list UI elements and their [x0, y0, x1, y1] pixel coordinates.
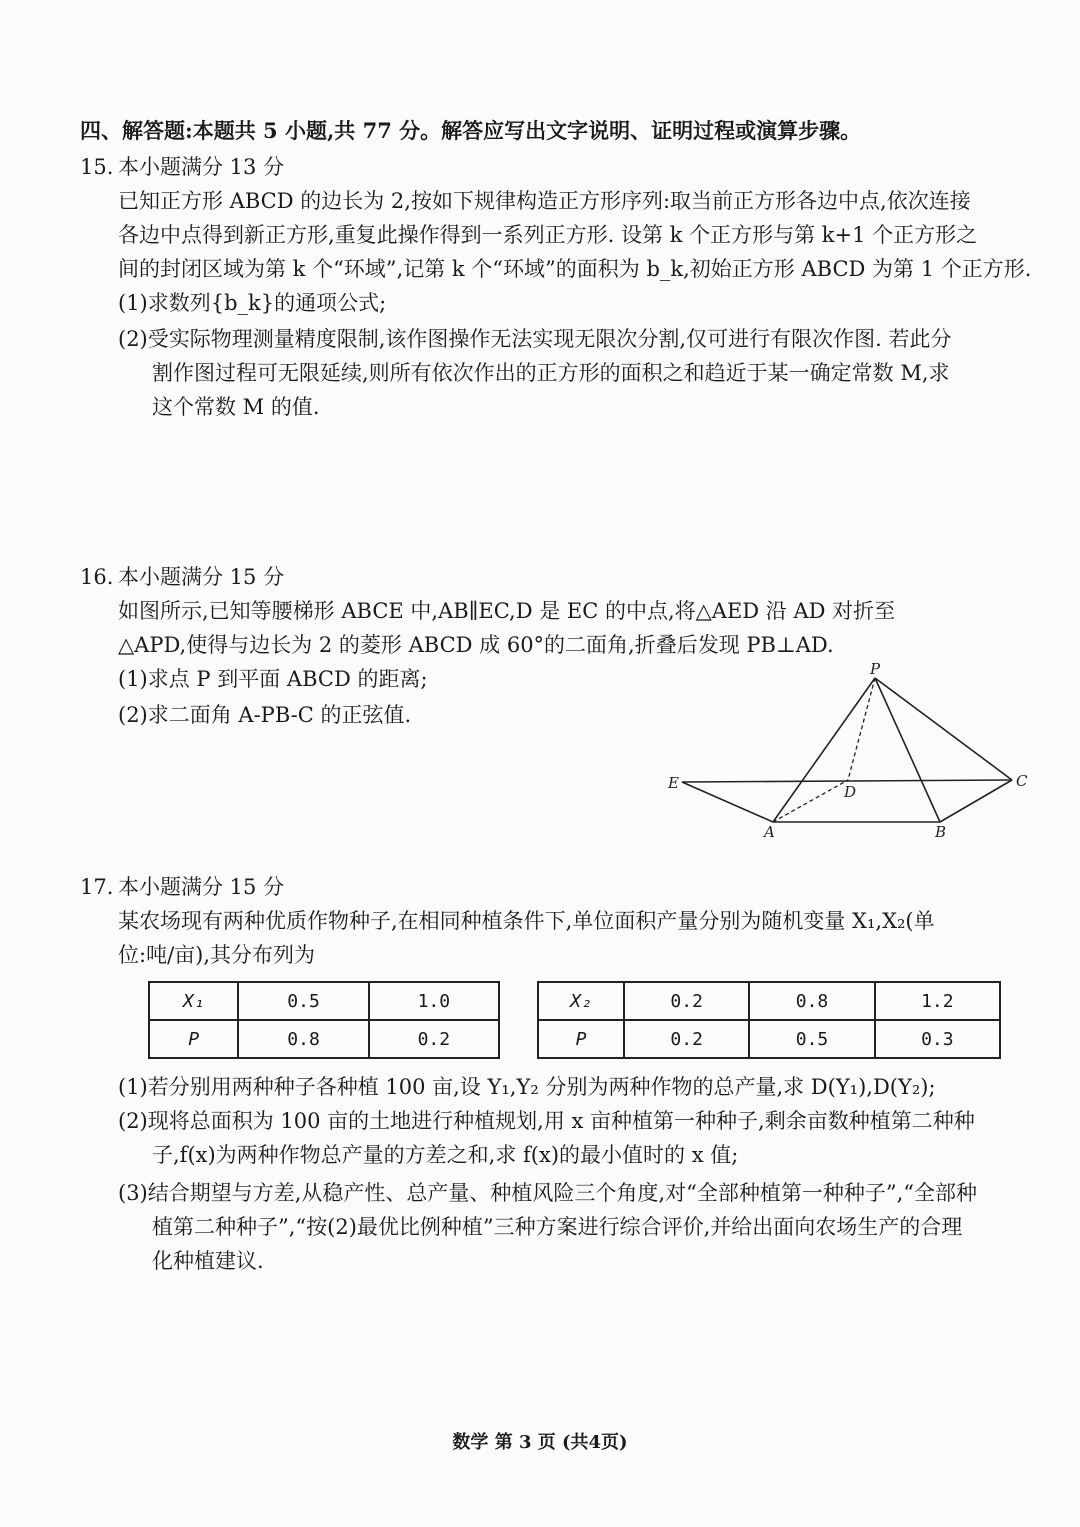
table-cell: 0.5 — [749, 1020, 874, 1058]
part-2: (2)求二面角 A-PB-C 的正弦值. — [118, 703, 412, 727]
page-footer: 数学 第 3 页 (共4页) — [452, 1432, 628, 1453]
question-text-line: △APD,使得与边长为 2 的菱形 ABCD 成 60°的二面角,折叠后发现 PB⊥AD. — [118, 633, 834, 657]
part-3-line: 化种植建议. — [152, 1249, 264, 1273]
edge-BC — [940, 780, 1012, 822]
edge-PA — [773, 678, 875, 822]
table-cell: 1.2 — [875, 982, 1000, 1020]
question-title: 本小题满分 15 分 — [118, 565, 285, 589]
edge-PC — [875, 678, 1012, 780]
question-title: 本小题满分 15 分 — [118, 875, 285, 899]
question-title: 本小题满分 13 分 — [118, 155, 285, 179]
part-2-line: 这个常数 M 的值. — [152, 395, 320, 419]
label-E: E — [668, 774, 679, 792]
label-A: A — [764, 823, 775, 841]
table-cell: 0.3 — [875, 1020, 1000, 1058]
question-text-line: 间的封闭区域为第 k 个“环域”,记第 k 个“环域”的面积为 b_k,初始正方形 ABCD 为第 1 个正方形. — [118, 257, 1032, 281]
table-cell: 0.2 — [369, 1020, 499, 1058]
question-number: 16. — [80, 565, 114, 589]
question-number: 15. — [80, 155, 114, 179]
question-text-line: 如图所示,已知等腰梯形 ABCE 中,AB∥EC,D 是 EC 的中点,将△AED 沿 AD 对折至 — [118, 599, 896, 623]
question-text-line: 位:吨/亩),其分布列为 — [118, 943, 316, 967]
distribution-table-x1 — [148, 981, 500, 1059]
part-2-line: (2)受实际物理测量精度限制,该作图操作无法实现无限次分割,仅可进行有限次作图. 若此分 — [118, 327, 952, 351]
table-cell: 0.2 — [624, 1020, 749, 1058]
section-header: 四、解答题:本题共 5 小题,共 77 分。解答应写出文字说明、证明过程或演算步骤。 — [80, 118, 862, 143]
question-text-line: 已知正方形 ABCD 的边长为 2,按如下规律构造正方形序列:取当前正方形各边中点,依次连接 — [118, 189, 971, 213]
table-cell: X₁ — [149, 982, 238, 1020]
table-row — [538, 982, 1000, 1020]
table-row — [149, 982, 499, 1020]
table-row — [149, 1020, 499, 1058]
edge-EA — [682, 782, 773, 822]
question-number: 17. — [80, 875, 114, 899]
part-1: (1)若分别用两种种子各种植 100 亩,设 Y₁,Y₂ 分别为两种作物的总产量,求 D(Y₁),D(Y₂); — [118, 1075, 936, 1099]
part-1: (1)求数列{b_k}的通项公式; — [118, 291, 387, 315]
part-3-line: (3)结合期望与方差,从稳产性、总产量、种植风险三个角度,对“全部种植第一种种子”,“全部种 — [118, 1181, 977, 1205]
label-P: P — [870, 660, 881, 678]
label-D: D — [844, 783, 857, 801]
table-cell: P — [149, 1020, 238, 1058]
part-1: (1)求点 P 到平面 ABCD 的距离; — [118, 667, 428, 691]
edge-PD-hidden — [848, 678, 875, 780]
table-cell: X₂ — [538, 982, 624, 1020]
table-cell: P — [538, 1020, 624, 1058]
question-text-line: 各边中点得到新正方形,重复此操作得到一系列正方形. 设第 k 个正方形与第 k+1 个正方形之 — [118, 223, 978, 247]
table-row — [538, 1020, 1000, 1058]
label-C: C — [1016, 772, 1028, 790]
part-3-line: 植第二种种子”,“按(2)最优比例种植”三种方案进行综合评价,并给出面向农场生产的合理 — [152, 1215, 963, 1239]
part-2-line: (2)现将总面积为 100 亩的土地进行种植规划,用 x 亩种植第一种种子,剩余亩数种植第二种种 — [118, 1109, 975, 1133]
pyramid-figure — [660, 660, 1040, 850]
question-text-line: 某农场现有两种优质作物种子,在相同种植条件下,单位面积产量分别为随机变量 X₁,X₂(单 — [118, 909, 935, 933]
table-cell: 1.0 — [369, 982, 499, 1020]
edge-PB — [875, 678, 940, 822]
edge-AD-hidden — [773, 780, 848, 822]
part-2-line: 割作图过程可无限延续,则所有依次作出的正方形的面积之和趋近于某一确定常数 M,求 — [152, 361, 950, 385]
table-cell: 0.8 — [749, 982, 874, 1020]
part-2-line: 子,f(x)为两种作物总产量的方差之和,求 f(x)的最小值时的 x 值; — [152, 1143, 739, 1167]
table-cell: 0.8 — [238, 1020, 368, 1058]
distribution-table-x2 — [537, 981, 1001, 1059]
table-cell: 0.5 — [238, 982, 368, 1020]
table-cell: 0.2 — [624, 982, 749, 1020]
label-B: B — [935, 823, 947, 841]
